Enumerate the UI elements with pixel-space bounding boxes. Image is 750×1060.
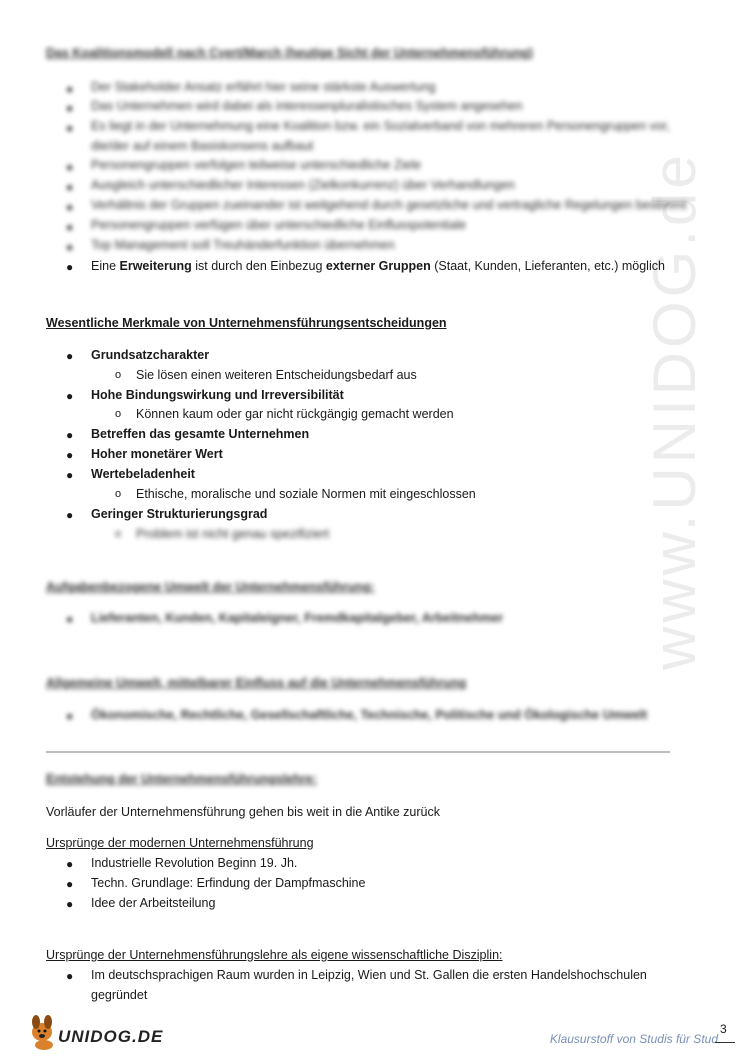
bullet-icon: ● [66,260,74,274]
merkmal-label: Grundsatzcharakter [91,348,210,362]
koalition-item: Personengruppen verfolgen teilweise unterschiedliche Ziele [91,158,422,172]
page-number: 3 [720,1022,727,1036]
bullet-icon: ● [66,160,74,174]
allgemein-item: Ökonomische, Rechtliche, Gesellschaftliche, Technische, Politische und Ökologische Umwelt [91,708,648,722]
watermark: www.UNIDOG.de [641,151,708,670]
merkmale-heading: Wesentliche Merkmale von Unternehmensführungsentscheidungen [46,316,447,330]
bullet-icon: ● [66,468,74,482]
allgemein-heading: Allgemeine Umwelt, mittelbarer Einfluss auf die Unternehmensführung [46,676,467,690]
divider [46,751,670,753]
ursprung-heading-2: Ursprünge der Unternehmensführungslehre als eigene wissenschaftliche Disziplin: [46,948,503,962]
text-span: (Staat, Kunden, Lieferanten, etc.) möglich [430,259,665,273]
bullet-icon: ● [66,389,74,403]
logo-text: UNIDOG.DE [58,1027,164,1046]
merkmal-sub: Problem ist nicht genau spezifiziert [136,527,330,541]
text-span: Eine [91,259,120,273]
text-span: ist durch den Einbezug [191,259,326,273]
koalition-item: Verhältnis der Gruppen zueinander ist weitgehend durch gesetzliche und vertragliche Regelungen bestimmt [91,198,687,212]
bullet-icon: ● [66,220,74,234]
aufgaben-item: Lieferanten, Kunden, Kapitaleigner, Fremdkapitalgeber, Arbeitnehmer [91,611,504,625]
aufgaben-heading: Aufgabenbezogene Umwelt der Unternehmensführung: [46,580,375,594]
koalition-item: Es liegt in der Unternehmung eine Koalition bzw. ein Sozialverband von mehreren Personengruppen vor, [91,119,670,133]
ursprung-item: Techn. Grundlage: Erfindung der Dampfmaschine [91,876,366,890]
ursprung-item: Industrielle Revolution Beginn 19. Jh. [91,856,298,870]
ursprung-item: Im deutschsprachigen Raum wurden in Leipzig, Wien und St. Gallen die ersten Handelshochschulen [91,968,647,982]
koalition-item: die/der auf einem Basiskonsens aufbaut [91,139,314,153]
merkmal-label: Wertebeladenheit [91,467,195,481]
erweiterung-item [91,259,665,273]
bullet-icon: ● [66,428,74,442]
circle-bullet-icon: o [115,528,122,540]
merkmal-label: Betreffen das gesamte Unternehmen [91,427,310,441]
koalition-item: Personengruppen verfügen über unterschiedliche Einflusspotentiale [91,218,467,232]
ursprung-heading-1: Ursprünge der modernen Unternehmensführung [46,836,314,850]
merkmal-label: Hoher monetärer Wert [91,447,223,461]
merkmal-sub: Sie lösen einen weiteren Entscheidungsbedarf aus [136,368,417,382]
merkmal-sub: Können kaum oder gar nicht rückgängig gemacht werden [136,407,454,421]
circle-bullet-icon: o [115,408,122,420]
ursprung-item-cont: gegründet [91,988,148,1002]
bullet-icon: ● [66,240,74,254]
bullet-icon: ● [66,448,74,462]
ursprung-item: Idee der Arbeitsteilung [91,896,216,910]
bold-span: externer Gruppen [325,259,431,273]
bullet-icon: ● [66,897,74,911]
bullet-icon: ● [66,969,74,983]
bullet-icon: ● [66,180,74,194]
bullet-icon: ● [66,508,74,522]
footer-underline [715,1042,735,1043]
circle-bullet-icon: o [115,488,122,500]
bullet-icon: ● [66,612,74,626]
koalition-item: Das Unternehmen wird dabei als interessenpluralistisches System angesehen [91,99,523,113]
koalition-item: Der Stakeholder Ansatz erfährt hier seine stärkste Auswertung [91,80,436,94]
koalition-heading: Das Koalitionsmodell nach Cyert/March (heutige Sicht der Unternehmensführung) [46,46,533,60]
merkmal-sub: Ethische, moralische und soziale Normen mit eingeschlossen [136,487,476,501]
bullet-icon: ● [66,82,74,96]
bullet-icon: ● [66,877,74,891]
bullet-icon: ● [66,200,74,214]
entstehung-intro: Vorläufer der Unternehmensführung gehen bis weit in die Antike zurück [46,805,440,819]
merkmal-label: Geringer Strukturierungsgrad [91,507,268,521]
bullet-icon: ● [66,349,74,363]
bold-span: Erweiterung [119,259,192,273]
bullet-icon: ● [66,857,74,871]
merkmal-label: Hohe Bindungswirkung und Irreversibilität [91,388,344,402]
koalition-item: Ausgleich unterschiedlicher Interessen (Zielkonkurrenz) über Verhandlungen [91,178,515,192]
entstehung-heading: Entstehung der Unternehmensführungslehre: [46,772,317,786]
bullet-icon: ● [66,121,74,135]
bullet-icon: ● [66,101,74,115]
bullet-icon: ● [66,709,74,723]
circle-bullet-icon: o [115,369,122,381]
koalition-item: Top Management soll Treuhänderfunktion übernehmen [91,238,395,252]
footer-text: Klausurstoff von Studis für Stud [549,1032,718,1046]
